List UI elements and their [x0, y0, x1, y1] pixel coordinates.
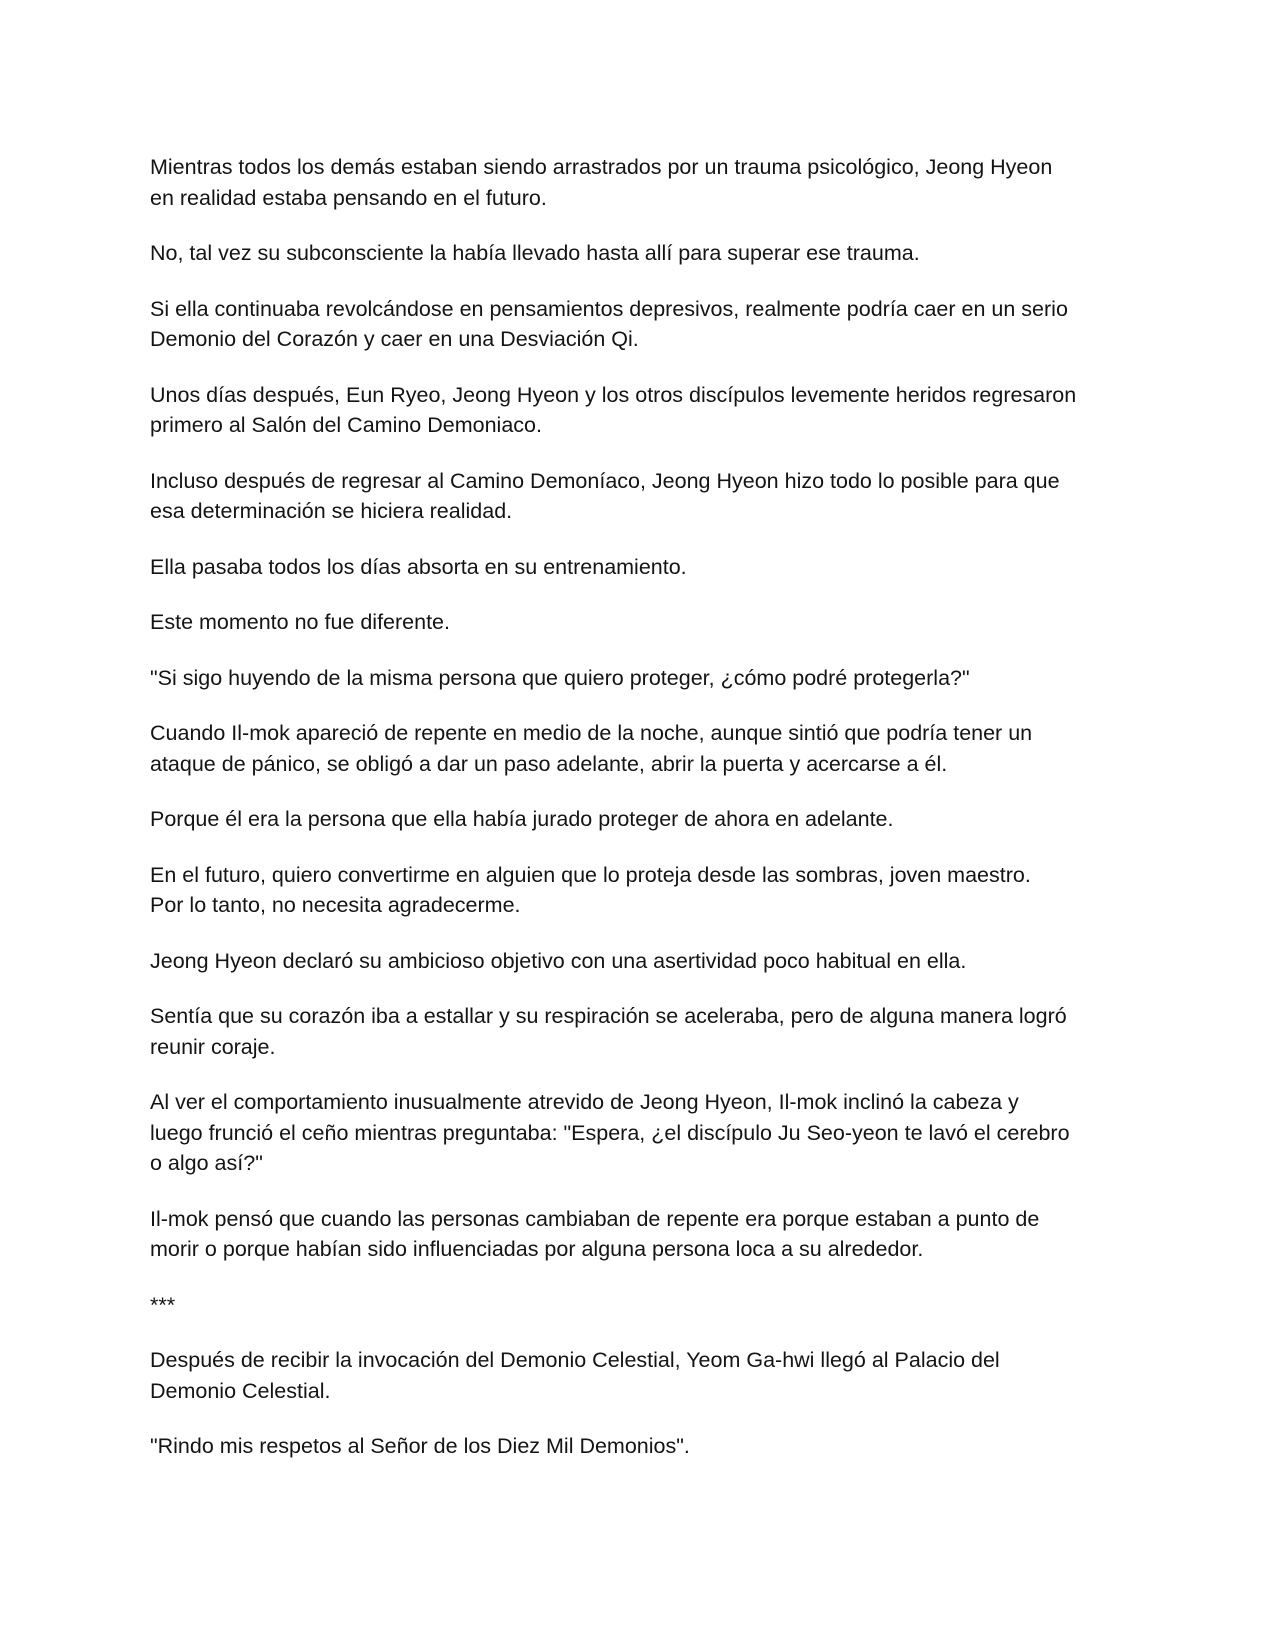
- paragraph: Si ella continuaba revolcándose en pensamientos depresivos, realmente podría caer en un serio Demonio del Corazón y caer en una Desviación Qi.: [150, 296, 1068, 351]
- paragraph: Cuando Il-mok apareció de repente en medio de la noche, aunque sintió que podría tener un ataque de pánico, se obligó a dar un paso adelante, abrir la puerta y acercarse a él.: [150, 721, 1033, 776]
- paragraph: Este momento no fue diferente.: [150, 610, 450, 634]
- paragraph: Ella pasaba todos los días absorta en su entrenamiento.: [150, 554, 687, 579]
- paragraph: Jeong Hyeon declaró su ambicioso objetivo con una asertividad poco habitual en ella.: [150, 948, 967, 973]
- quote-paragraph: "Rindo mis respetos al Señor de los Diez Mil Demonios".: [150, 1434, 690, 1458]
- scene-break: ***: [150, 1292, 176, 1317]
- paragraph: Sentía que su corazón iba a estallar y su respiración se aceleraba, pero de alguna manera logró reunir coraje.: [150, 1004, 1067, 1059]
- document-body: [150, 152, 1130, 1487]
- paragraph: En el futuro, quiero convertirme en alguien que lo proteja desde las sombras, joven maestro. Por lo tanto, no necesita agradecerme.: [150, 862, 1031, 917]
- paragraph: Il-mok pensó que cuando las personas cambiaban de repente era porque estaban a punto de morir o porque habían sido influenciadas por alguna persona loca a su alrededor.: [150, 1206, 1040, 1261]
- paragraph: Después de recibir la invocación del Demonio Celestial, Yeom Ga-hwi llegó al Palacio del Demonio Celestial.: [150, 1348, 1000, 1403]
- paragraph: Unos días después, Eun Ryeo, Jeong Hyeon y los otros discípulos levemente heridos regresaron primero al Salón del Camino Demoniaco.: [150, 382, 1077, 437]
- paragraph: Al ver el comportamiento inusualmente atrevido de Jeong Hyeon, Il-mok inclinó la cabeza y luego frunció el ceño mientras preguntaba: "Espera, ¿el discípulo Ju Seo-yeon te lavó el cerebro o algo así?": [150, 1090, 1070, 1175]
- paragraph: Incluso después de regresar al Camino Demoníaco, Jeong Hyeon hizo todo lo posible para que esa determinación se hiciera realidad.: [150, 468, 1060, 523]
- paragraph: No, tal vez su subconsciente la había llevado hasta allí para superar ese trauma.: [150, 241, 920, 265]
- paragraph: Mientras todos los demás estaban siendo arrastrados por un trauma psicológico, Jeong Hyeon en realidad estaba pensando en el futuro.: [150, 155, 1053, 210]
- quote-paragraph: "Si sigo huyendo de la misma persona que quiero proteger, ¿cómo podré protegerla?": [150, 665, 970, 690]
- paragraph: Porque él era la persona que ella había jurado proteger de ahora en adelante.: [150, 807, 894, 831]
